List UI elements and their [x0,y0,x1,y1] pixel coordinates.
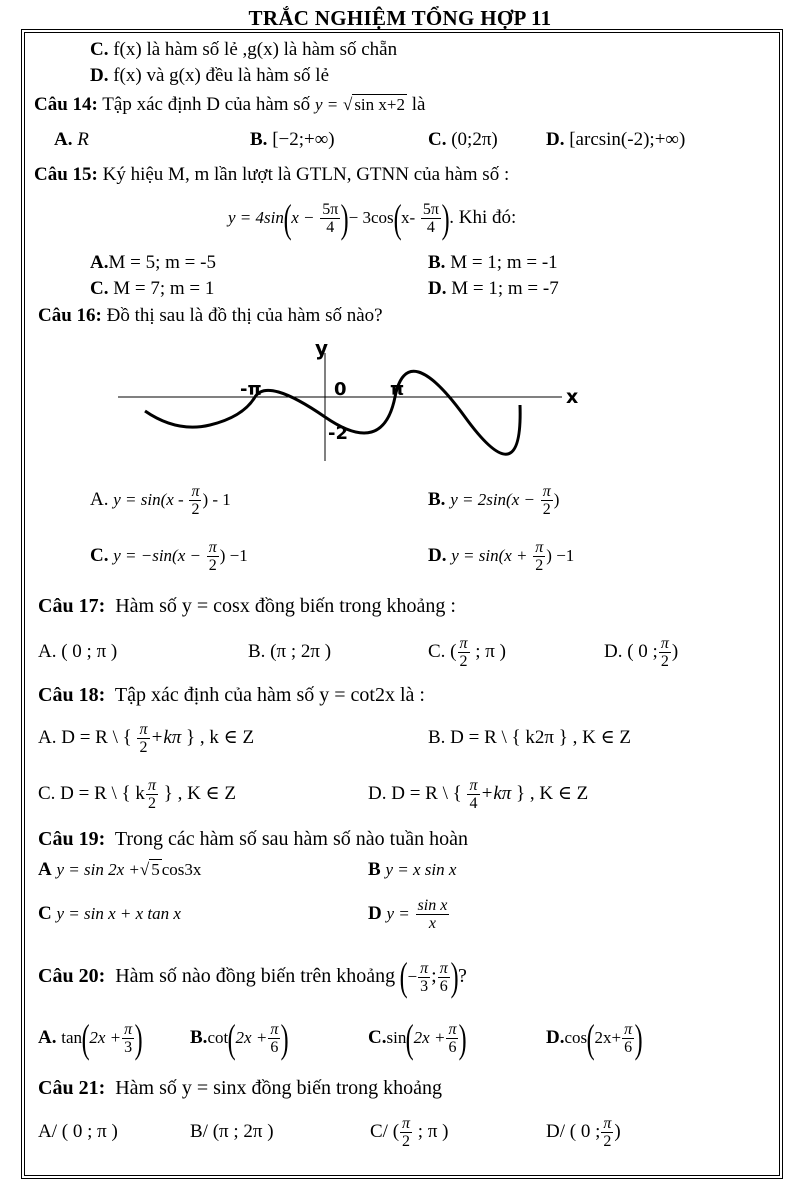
q20-question: Câu 20: Hàm số nào đồng biến trên khoảng (− $\frac{\pi}{3}$ ; $\frac{\pi}{6}$ )? [38,954,467,1000]
q16-option-d: D. y = sin(x + $\frac{\pi}{2}$ ) −1 [428,539,575,575]
page-title: TRẮC NGHIỆM TỔNG HỢP 11 [248,6,552,30]
q19-option-d: D y = $\frac{\text{sin x}}{x}$ [368,897,448,933]
q20-option-b: B.cot(2x + $\frac{\pi}{6}$ ) [190,1015,290,1061]
q16-option-a: A. y = sin(x - $\frac{\pi}{2}$ ) - 1 [90,483,231,519]
pi-label: π [390,379,405,400]
q15-option-d: D. M = 1; m = -7 [428,278,559,299]
x-axis-label: x [566,386,579,408]
q16-graph [110,335,600,465]
q14-option-a: A. R [54,129,89,150]
q21-option-a: A/ ( 0 ; π ) [38,1121,118,1142]
y-axis-label: y [315,336,329,360]
q18-question: Câu 18: Tập xác định của hàm số y = cot2x là : [38,684,425,706]
q16-option-b: B. y = 2sin(x − $\frac{\pi}{2}$ ) [428,483,560,519]
q14-question: Câu 14: Tập xác định D của hàm số y = √ sin x+2 là [34,94,426,115]
q18-option-b: B. D = R \ { k2π } , K ∈ Z [428,727,632,748]
q17-option-d: D. ( 0 ; $\frac{\pi}{2}$ ) [604,635,679,671]
q18-option-a: A. D = R \ { $\frac{\pi}{2}$ +kπ } , k ∈ Z [38,721,255,757]
q17-option-b: B. (π ; 2π ) [248,641,332,662]
q19-question: Câu 19: Trong các hàm số sau hàm số nào tuần hoàn [38,828,468,850]
origin-label: 0 [334,379,347,400]
q16-option-c: C. y = −sin(x − $\frac{\pi}{2}$ ) −1 [90,539,248,575]
q19-option-a: A y = sin 2x +√ 5 cos3x [38,859,202,880]
q13-option-c: C. f(x) là hàm số lẻ ,g(x) là hàm số chẵn [90,39,398,60]
q15-option-a: A.M = 5; m = -5 [90,252,216,273]
q21-option-c: C/ ( $\frac{\pi}{2}$ ; π ) [370,1115,449,1151]
q20-option-a: A. tan(2x + $\frac{\pi}{3}$ ) [38,1015,143,1061]
neg-pi-label: -π [240,379,262,400]
q15-option-b: B. M = 1; m = -1 [428,252,558,273]
q13-option-d: D. f(x) và g(x) đều là hàm số lẻ [90,65,330,86]
q14-option-d: D. [arcsin(-2);+∞) [546,129,686,150]
q21-option-d: D/ ( 0 ; $\frac{\pi}{2}$ ) [546,1115,621,1151]
minus-two-label: -2 [328,423,348,444]
q15-formula: y = 4sin(x − $\frac{5\pi}{4}$ )− 3cos(x- $\frac{5\pi}{4}$ ). Khi đó: [228,195,517,241]
q17-option-c: C. ( $\frac{\pi}{2}$ ; π ) [428,635,506,671]
q18-option-d: D. D = R \ { $\frac{\pi}{4}$ +kπ } , K ∈ Z [368,777,589,813]
q14-option-c: C. (0;2π) [428,129,498,150]
q19-option-c: C y = sin x + x tan x [38,903,181,924]
q21-question: Câu 21: Hàm số y = sinx đồng biến trong khoảng [38,1077,443,1099]
q17-question: Câu 17: Hàm số y = cosx đồng biến trong khoảng : [38,595,456,617]
q20-option-d: D.cos(2x+ $\frac{\pi}{6}$ ) [546,1015,643,1061]
q21-option-b: B/ (π ; 2π ) [190,1121,274,1142]
q15-option-c: C. M = 7; m = 1 [90,278,215,299]
q19-option-b: B y = x sin x [368,859,457,880]
q18-option-c: C. D = R \ { k $\frac{\pi}{2}$ } , K ∈ Z [38,777,236,813]
q20-option-c: C.sin(2x + $\frac{\pi}{6}$ ) [368,1015,468,1061]
q15-question: Câu 15: Ký hiệu M, m lần lượt là GTLN, GTNN của hàm số : [34,164,510,185]
q14-option-b: B. [−2;+∞) [250,129,335,150]
q17-option-a: A. ( 0 ; π ) [38,641,118,662]
q16-question: Câu 16: Đồ thị sau là đồ thị của hàm số nào? [38,305,383,326]
